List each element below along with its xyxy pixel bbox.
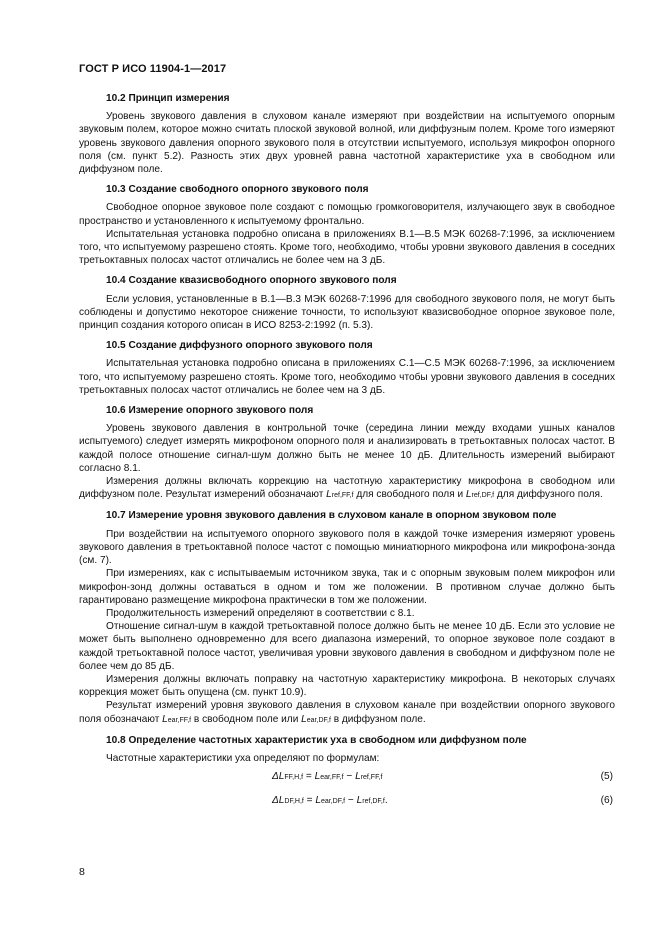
section-10-8 (79, 734, 615, 813)
equation-5 (79, 767, 615, 789)
page-number: 8 (79, 866, 85, 878)
formula (272, 794, 388, 808)
operator: − (343, 771, 356, 783)
paragraph: Отношение сигнал-шум в каждой третьоктавной полосе должно быть не менее 10 дБ. Если это условие не может быть выполнено одновременно для всего диапазона измерений, то опорное звуковое поле создают в каждой третьоктавной полосе частот, увеличивая уровни звукового давления в свободном и диффузном поле не более чем до 85 дБ. (79, 621, 615, 672)
paragraph: Испытательная установка подробно описана в приложениях C.1—C.5 МЭК 60268-7:1996, за исключением того, что испытуемому разрешено стоять. Кроме того, необходимо чтобы уровни звукового давления в соседних третьоктавных полосах частот отличались не более чем на 3 дБ. (79, 358, 615, 396)
section-10-6 (79, 404, 615, 502)
paragraph: Уровень звукового давления в слуховом канале измеряют при воздействии на испытуемого опорным звуковым полем, которое можно считать плоской звуковой волной, или диффузным полем. Кроме того измеряют уровень звукового давления опорного звукового поля в отсутствии испытуемого, используя микрофон опорного поля (см. пункт 5.2). Разность этих двух уровней равна частотной характеристике уха в свободном или диффузном поле. (79, 111, 615, 176)
symbol: L (314, 771, 321, 783)
symbol: L (315, 795, 321, 807)
symbol: L (301, 713, 307, 725)
document-body (79, 92, 615, 820)
text-run: для свободного поля и (353, 489, 466, 501)
symbol: L (326, 489, 332, 501)
section-heading: 10.4 Создание квазисвободного опорного звукового поля (106, 275, 397, 287)
section-heading: 10.7 Измерение уровня звукового давления в слуховом канале в опорном звуковом поле (106, 510, 557, 522)
paragraph: Измерения должны включать поправку на частотную характеристику микрофона. В некоторых случаях коррекция может быть опущена (см. пункт 10.9). (79, 673, 615, 699)
operator: − (345, 795, 357, 807)
subscript: ear,DF,f (306, 716, 331, 724)
paragraph: Если условия, установленные в B.1—B.3 МЭК 60268-7:1996 для свободного звукового поля, не могут быть соблюдены и допустимо некоторое снижение точности, то используют квазисвободное опорное звуковое поле, принцип создания которого описан в ИСО 8253-2:1992 (п. 5.3). (79, 293, 615, 332)
section-heading: 10.8 Определение частотных характеристик уха в свободном или диффузном поле (106, 734, 527, 746)
symbol: L (465, 489, 472, 501)
operator: = (303, 771, 315, 783)
paragraph: При воздействии на испытуемого опорного звукового поля в каждой точке измерения измеряют уровень звукового давления в третьоктавной полосе частот с помощью миниатюрного микрофона или микрофона-зонда (см. 7). (79, 528, 615, 567)
symbol: ΔL (272, 795, 285, 807)
operator: = (303, 795, 316, 807)
paragraph-correction (79, 475, 615, 502)
document-header: ГОСТ Р ИСО 11904-1—2017 (79, 63, 227, 75)
symbol: L (162, 713, 168, 725)
equation-6 (79, 791, 615, 813)
subscript: ref,DF,f (471, 492, 495, 500)
symbol: ΔL (272, 771, 285, 783)
subscript: ear,FF,f (320, 774, 344, 782)
subscript: ear,DF,f (320, 798, 346, 806)
section-10-3 (79, 183, 615, 267)
paragraph: Продолжительность измерений определяют в соответствии с 8.1. (106, 607, 415, 619)
subscript: ref,FF,f (360, 774, 383, 782)
text-run: в свободном поле или (191, 713, 302, 725)
section-heading: 10.6 Измерение опорного звукового поля (106, 405, 314, 417)
section-heading: 10.5 Создание диффузного опорного звукового поля (106, 340, 373, 352)
paragraph: Свободное опорное звуковое поле создают с помощью громкоговорителя, излучающего звук в свободное пространство и установленного к испытуемому фронтально. (79, 202, 615, 227)
section-10-5 (79, 339, 615, 397)
paragraph: Частотные характеристики уха определяют по формулам: (106, 752, 380, 764)
paragraph-result (79, 699, 615, 726)
text-run: для диффузного поля. (494, 489, 603, 501)
symbol: L (356, 795, 363, 807)
text-run: в диффузном поле. (330, 713, 426, 725)
section-10-7 (79, 509, 615, 726)
paragraph: Испытательная установка подробно описана в приложениях B.1—B.5 МЭК 60268-7:1996, за исключением того, что испытуемому разрешено стоять. Кроме того, необходимо, чтобы уровни звукового давления в соседних третьоктавных полосах частот отличались не более чем на 3 дБ. (79, 228, 615, 267)
section-10-2 (79, 92, 615, 176)
formula (272, 770, 382, 784)
equation-number: (5) (600, 771, 613, 783)
punctuation: . (384, 795, 388, 807)
section-heading: 10.2 Принцип измерения (106, 93, 230, 104)
equation-number: (6) (600, 795, 613, 807)
subscript: DF,H,f (284, 798, 304, 806)
section-10-4 (79, 274, 615, 332)
paragraph: Уровень звукового давления в контрольной точке (середина линии между входами ушных каналов испытуемого) следует измерять микрофоном опорного поля и анализировать в третьоктавных полосах частот. В каждой полосе отношение сигнал-шум должно быть не менее 10 дБ. Длительность измерений выбирают согласно 8.1. (79, 423, 615, 474)
text-run: Измерения должны включать коррекцию на частотную характеристику микрофона в свободном или диффузном поле. Результат измерений обозначают (79, 476, 615, 501)
section-heading: 10.3 Создание свободного опорного звукового поля (106, 184, 369, 196)
subscript: ref,FF,f (331, 492, 354, 500)
subscript: ref,DF,f (362, 798, 385, 806)
paragraph: При измерениях, как с испытываемым источником звука, так и с опорным звуковым полем микрофон или микрофон-зонд должны оставаться в одном и том же положении. В противном случае должно быть гарантировано размещение микрофона практически в том же положении. (79, 568, 615, 606)
text-run: Результат измерений уровня звукового давления в слуховом канале при воздействии опорного звукового поля обозначают (79, 700, 615, 725)
symbol: L (355, 771, 361, 783)
subscript: ear,FF,f (167, 716, 192, 724)
subscript: FF,H,f (284, 774, 304, 782)
